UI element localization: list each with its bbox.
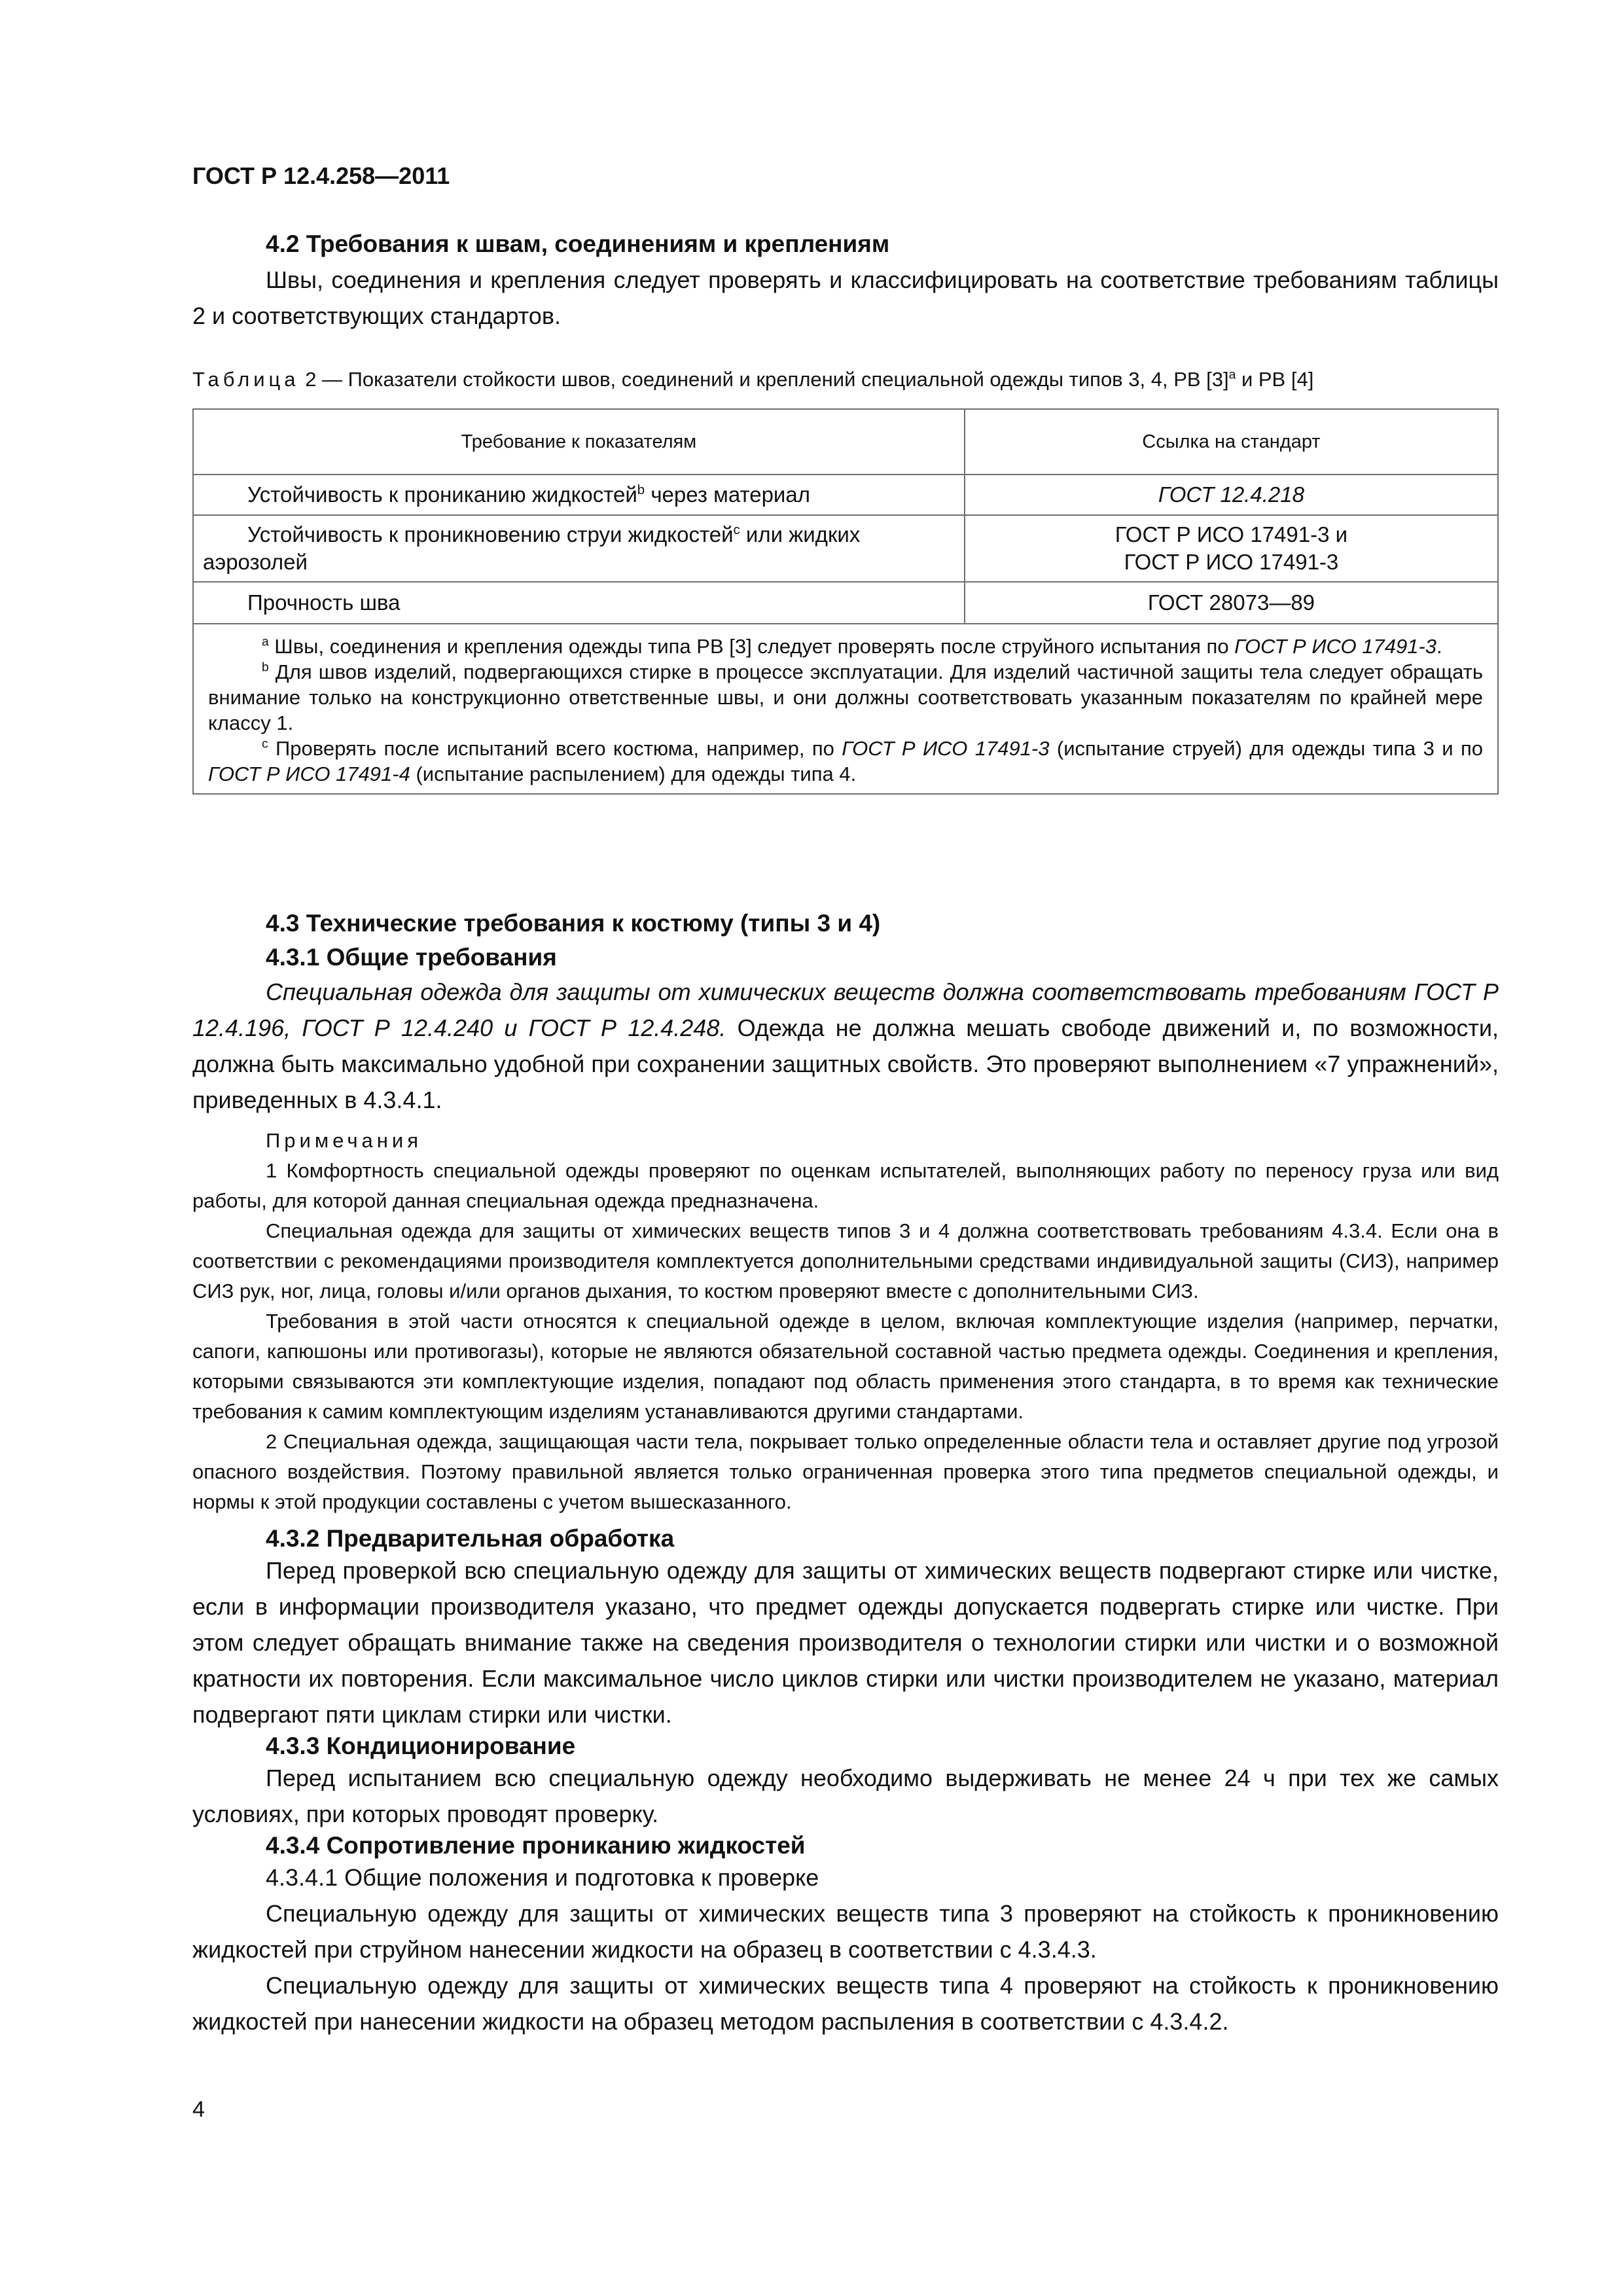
footnote-a-mark: a — [262, 635, 269, 649]
section-4-2-title: 4.2 Требования к швам, соединениям и креплениям — [266, 230, 890, 257]
footnote-c-text: Проверять после испытаний всего костюма, например, по — [268, 737, 842, 760]
section-4-3-4-title: 4.3.4 Сопротивление прониканию жидкостей — [266, 1832, 806, 1859]
section-4-3-1-body: Одежда не должна мешать свободе движений и, по возможности, должна быть максимально удобной при сохранении защитных свойств. Это проверяют выполнением «7 упражнений», приведенных в 4.3.4.1. — [192, 1014, 1499, 1113]
section-4-3-4-1-paragraph-1: Специальную одежду для защиты от химических веществ типа 3 проверяют на стойкость к проникновению жидкостей при струйном нанесении жидкости на образец в соответствии с 4.3.4.3. — [192, 1900, 1499, 1963]
requirement-text-end: через материал — [645, 482, 810, 507]
footnote-c-text2: (испытание струей) для одежды типа 3 и по — [1049, 737, 1483, 760]
footnote-c-text3: (испытание распылением) для одежды типа 4. — [410, 762, 857, 785]
reference-line-1: ГОСТ Р ИСО 17491-3 и — [1115, 522, 1348, 547]
section-4-3-1-title: 4.3.1 Общие требования — [266, 944, 557, 971]
footnote-a-ref: ГОСТ Р ИСО 17491-3 — [1234, 635, 1437, 658]
table-2-caption-text: 2 — Показатели стойкости швов, соединений и креплений специальной одежды типов 3, 4, РВ [3] — [305, 368, 1229, 391]
note-2: 2 Специальная одежда, защищающая части тела, покрывает только определенные области тела и оставляет другие под угрозой опасного воздействия. Поэтому правильной является только ограниченная проверка этого типа предметов специальной одежды, и нормы к этой продукции составлены с учетом вышесказанного. — [192, 1430, 1499, 1513]
requirement-text: Устойчивость к прониканию жидкостей — [247, 482, 637, 507]
table-header-row — [193, 409, 1498, 475]
note-1-paragraph-2: Специальная одежда для защиты от химических веществ типов 3 и 4 должна соответствовать требованиям 4.3.4. Если она в соответствии с рекомендациями производителя комплектуется дополнительными средствами индивидуальной защиты (СИЗ), например СИЗ рук, ног, лица, головы и/или органов дыхания, то костюм проверяют вместе с дополнительными СИЗ. — [192, 1219, 1499, 1302]
footnote-c-ref1: ГОСТ Р ИСО 17491-3 — [842, 737, 1050, 760]
requirement-text-end: или жидких аэрозолей — [203, 522, 861, 574]
requirement-cell: Прочность шва — [193, 582, 965, 624]
section-4-3-3-title: 4.3.3 Кондиционирование — [266, 1732, 576, 1759]
section-4-3-4-1-paragraph-2: Специальную одежду для защиты от химических веществ типа 4 проверяют на стойкость к проникновению жидкостей при нанесении жидкости на образец методом распыления в соответствии с 4.3.4.2. — [192, 1972, 1499, 2035]
section-4-2 — [192, 230, 1499, 334]
note-1-paragraph-3: Требования в этой части относятся к специальной одежде в целом, включая комплектующие изделия (например, перчатки, сапоги, капюшоны или противогазы), которые не являются обязательной составной частью предмета одежды. Соединения и крепления, которыми связываются эти комплектующие изделия, попадают под область применения этого стандарта, в то время как технические требования к самим комплектующим изделиям устанавливаются другими стандартами. — [192, 1310, 1499, 1423]
reference-cell: ГОСТ 12.4.218 — [965, 475, 1498, 515]
footnote-mark: b — [637, 482, 645, 497]
requirement-cell — [193, 515, 965, 582]
table-2-caption-text2: и РВ [4] — [1236, 368, 1314, 391]
footnote-mark: c — [733, 522, 740, 537]
table-2 — [192, 408, 1499, 795]
section-4-3-3-text: Перед испытанием всю специальную одежду необходимо выдерживать не менее 24 ч при тех же самых условиях, при которых проводят проверку. — [192, 1765, 1499, 1827]
notes-label: Примечания — [266, 1129, 422, 1152]
footnote-a — [208, 634, 1483, 659]
table-row — [193, 475, 1498, 515]
table-row — [193, 582, 1498, 624]
table-notes-row — [193, 624, 1498, 794]
column-header-reference: Ссылка на стандарт — [965, 409, 1498, 475]
footnote-c — [208, 736, 1483, 787]
section-4-3-1-italic: Специальная одежда для защиты от химических веществ должна соответствовать требованиям ГОСТ Р 12.4.196, ГОСТ Р 12.4.240 и ГОСТ Р 12.4.248. — [192, 978, 1499, 1041]
footnote-a-text: Швы, соединения и крепления одежды типа РВ [3] следует проверять после струйного испытания по — [268, 635, 1235, 658]
column-header-requirement: Требование к показателям — [193, 409, 965, 475]
footnote-b — [208, 659, 1483, 736]
reference-cell — [965, 515, 1498, 582]
footnote-c-ref2: ГОСТ Р ИСО 17491-4 — [208, 762, 410, 785]
document-number-header: ГОСТ Р 12.4.258—2011 — [192, 162, 450, 189]
table-2-caption-sup: a — [1228, 368, 1236, 382]
notes-block — [192, 1126, 1499, 1517]
table-footnotes — [193, 624, 1498, 794]
footnote-c-mark: c — [262, 737, 268, 751]
requirement-text: Устойчивость к проникновению струи жидкостей — [247, 522, 734, 547]
section-4-3 — [192, 910, 1499, 2039]
footnote-b-text: Для швов изделий, подвергающихся стирке в процессе эксплуатации. Для изделий частичной защиты тела следует обращать внимание только на конструкционно ответственные швы, и они должны соответствовать указанным показателям по крайней мере классу 1. — [208, 660, 1483, 734]
footnote-a-end: . — [1436, 635, 1442, 658]
note-1: 1 Комфортность специальной одежды проверяют по оценкам испытателей, выполняющих работу по переносу груза или вид работы, для которой данная специальная одежда предназначена. — [192, 1159, 1499, 1212]
section-4-3-2-title: 4.3.2 Предварительная обработка — [266, 1525, 675, 1552]
section-4-3-1-text — [192, 974, 1499, 1118]
page-number: 4 — [192, 2097, 205, 2122]
reference-cell: ГОСТ 28073—89 — [965, 582, 1498, 624]
section-4-2-text: Швы, соединения и крепления следует проверять и классифицировать на соответствие требованиям таблицы 2 и соответствующих стандартов. — [192, 266, 1499, 329]
table-2-block — [192, 367, 1499, 795]
section-4-3-2-text: Перед проверкой всю специальную одежду для защиты от химических веществ подвергают стирке или чистке, если в информации производителя указано, что предмет одежды допускается подвергать стирке или чистке. При этом следует обращать внимание также на сведения производителя о технологии стирки или чистки и о возможной кратности их повторения. Если максимальное число циклов стирки или чистки производителем не указано, материал подвергают пяти циклам стирки или чистки. — [192, 1557, 1499, 1728]
reference-line-2: ГОСТ Р ИСО 17491-3 — [1124, 550, 1339, 574]
footnote-b-mark: b — [262, 660, 269, 675]
requirement-cell — [193, 475, 965, 515]
section-4-3-4-1-title: 4.3.4.1 Общие положения и подготовка к проверке — [266, 1864, 819, 1891]
table-2-caption-label: Таблица — [192, 368, 300, 391]
table-2-caption — [192, 367, 1499, 393]
section-4-3-title: 4.3 Технические требования к костюму (типы 3 и 4) — [266, 910, 881, 937]
table-row — [193, 515, 1498, 582]
